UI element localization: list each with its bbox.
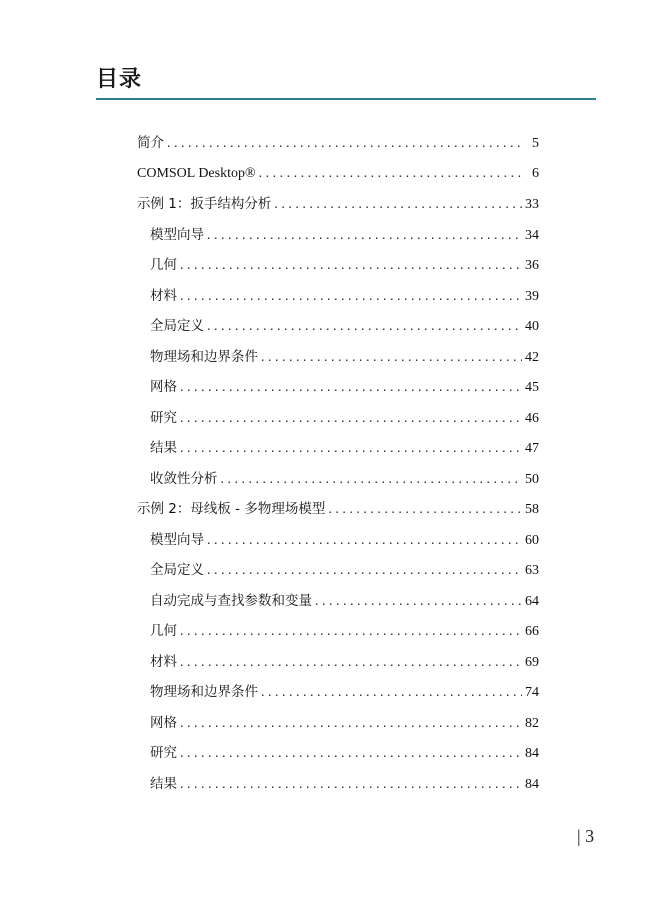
toc-entry[interactable] bbox=[137, 677, 539, 708]
toc-entry-page: 63 bbox=[525, 563, 539, 578]
dot-leader bbox=[328, 495, 522, 526]
toc-entry-page: 5 bbox=[532, 136, 539, 151]
dot-leader bbox=[261, 343, 522, 374]
toc-entry[interactable] bbox=[137, 311, 539, 342]
toc-entry-page: 64 bbox=[525, 593, 539, 609]
toc-entry-label: 示例 1：扳手结构分析 bbox=[137, 196, 272, 212]
toc-entry-page: 39 bbox=[525, 288, 539, 304]
page-title: 目录 bbox=[96, 67, 143, 92]
toc-entry-label: 自动完成与查找参数和变量 bbox=[150, 592, 312, 609]
dot-leader bbox=[180, 648, 522, 679]
toc-entry[interactable] bbox=[137, 250, 539, 281]
dot-leader bbox=[180, 770, 522, 801]
toc-entry-label: 材料 bbox=[150, 653, 177, 670]
toc-entry-label: COMSOL Desktop® bbox=[137, 165, 256, 181]
toc-entry-label: 模型向导 bbox=[150, 531, 204, 548]
toc-entry-page: 66 bbox=[525, 624, 539, 639]
toc-entry[interactable] bbox=[137, 616, 539, 647]
toc-entry[interactable] bbox=[137, 372, 539, 403]
toc-entry[interactable] bbox=[137, 769, 539, 800]
toc-entry[interactable] bbox=[137, 555, 539, 586]
toc-entry-page: 84 bbox=[525, 776, 539, 792]
toc-entry-page: 6 bbox=[532, 165, 539, 181]
toc-entry[interactable] bbox=[137, 189, 539, 220]
page-number-footer: | 3 bbox=[577, 826, 595, 846]
dot-leader bbox=[167, 129, 522, 160]
dot-leader bbox=[180, 617, 522, 648]
toc-entry-page: 42 bbox=[525, 349, 539, 365]
toc-entry[interactable] bbox=[137, 128, 539, 159]
toc-entry-page: 60 bbox=[525, 532, 539, 548]
toc-entry[interactable] bbox=[137, 708, 539, 739]
dot-leader bbox=[315, 587, 522, 618]
toc-entry-page: 33 bbox=[525, 197, 539, 212]
toc-entry[interactable] bbox=[137, 525, 539, 556]
dot-leader bbox=[261, 678, 522, 709]
toc-entry-label: 研究 bbox=[150, 409, 177, 426]
toc-entry-label: 收敛性分析 bbox=[150, 470, 218, 487]
toc-entry-label: 网格 bbox=[150, 714, 177, 731]
title-divider bbox=[96, 98, 596, 100]
toc-entry[interactable] bbox=[137, 281, 539, 312]
toc-entry-page: 58 bbox=[525, 502, 539, 517]
toc-entry-label: 几何 bbox=[150, 257, 177, 273]
toc-entry[interactable] bbox=[137, 494, 539, 525]
dot-leader bbox=[207, 312, 522, 343]
toc-entry[interactable] bbox=[137, 464, 539, 495]
toc-entry-page: 82 bbox=[525, 715, 539, 731]
toc-entry-page: 34 bbox=[525, 227, 539, 243]
toc-entry[interactable] bbox=[137, 403, 539, 434]
toc-entry-label: 结果 bbox=[150, 775, 177, 792]
toc-entry[interactable] bbox=[137, 159, 539, 190]
dot-leader bbox=[180, 739, 522, 770]
dot-leader bbox=[180, 282, 522, 313]
toc-entry-page: 69 bbox=[525, 654, 539, 670]
toc-entry-page: 74 bbox=[525, 685, 539, 700]
toc-entry-label: 物理场和边界条件 bbox=[150, 684, 258, 700]
toc-entry[interactable] bbox=[137, 586, 539, 617]
dot-leader bbox=[207, 221, 522, 252]
dot-leader bbox=[207, 556, 522, 587]
dot-leader bbox=[180, 434, 522, 465]
dot-leader bbox=[259, 159, 522, 190]
toc-entry-page: 47 bbox=[525, 441, 539, 456]
toc-entry-label: 全局定义 bbox=[150, 318, 204, 334]
toc-entry-label: 模型向导 bbox=[150, 226, 204, 243]
table-of-contents bbox=[137, 128, 539, 799]
toc-entry-label: 材料 bbox=[150, 287, 177, 304]
dot-leader bbox=[180, 373, 522, 404]
toc-entry[interactable] bbox=[137, 433, 539, 464]
toc-entry-label: 结果 bbox=[150, 440, 177, 456]
toc-entry-label: 网格 bbox=[150, 379, 177, 395]
toc-entry[interactable] bbox=[137, 647, 539, 678]
toc-entry[interactable] bbox=[137, 738, 539, 769]
dot-leader bbox=[221, 465, 523, 496]
toc-entry-page: 45 bbox=[525, 380, 539, 395]
toc-entry-label: 研究 bbox=[150, 745, 177, 761]
toc-entry[interactable] bbox=[137, 220, 539, 251]
dot-leader bbox=[180, 709, 522, 740]
toc-entry-label: 全局定义 bbox=[150, 562, 204, 578]
toc-entry-label: 简介 bbox=[137, 135, 164, 151]
toc-entry-page: 40 bbox=[525, 319, 539, 334]
toc-entry-page: 84 bbox=[525, 746, 539, 761]
dot-leader bbox=[180, 251, 522, 282]
dot-leader bbox=[207, 526, 522, 557]
toc-entry-label: 几何 bbox=[150, 623, 177, 639]
toc-entry-label: 物理场和边界条件 bbox=[150, 348, 258, 365]
dot-leader bbox=[180, 404, 522, 435]
toc-entry-page: 36 bbox=[525, 258, 539, 273]
toc-entry-page: 46 bbox=[525, 410, 539, 426]
dot-leader bbox=[274, 190, 522, 221]
toc-entry-page: 50 bbox=[525, 471, 539, 487]
toc-entry-label: 示例 2：母线板 - 多物理场模型 bbox=[137, 501, 326, 517]
toc-entry[interactable] bbox=[137, 342, 539, 373]
